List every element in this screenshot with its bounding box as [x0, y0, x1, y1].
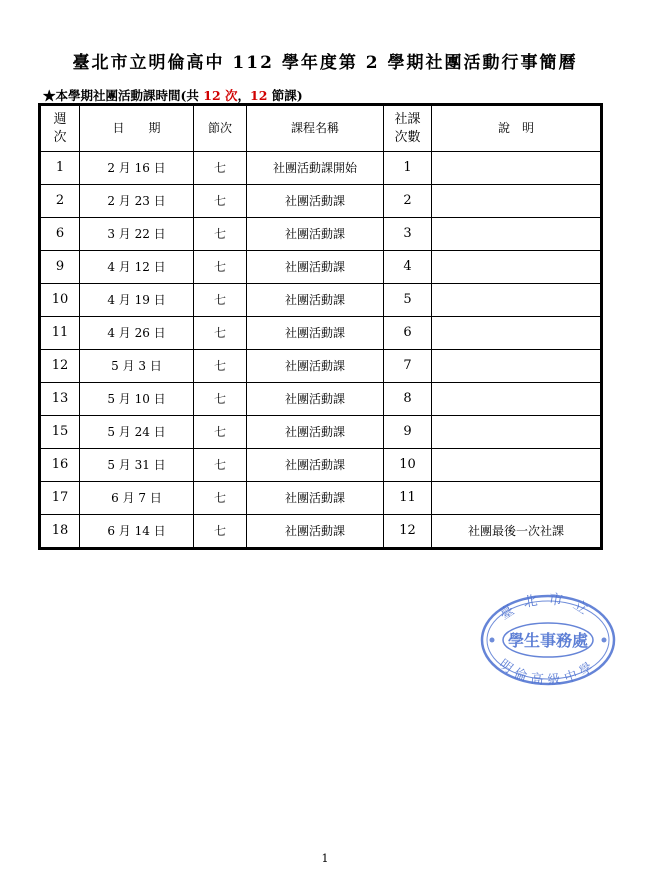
- cell-count: 3: [384, 218, 432, 251]
- header-week: [41, 106, 80, 152]
- cell-week: 18: [41, 515, 80, 548]
- cell-course: 社團活動課: [247, 185, 384, 218]
- cell-note: [432, 416, 601, 449]
- header-week-line1: 週: [53, 111, 67, 127]
- seal-center-text: 學生事務處: [507, 631, 589, 650]
- header-count-line1: 社課: [394, 111, 421, 127]
- cell-note: [432, 482, 601, 515]
- table-row: [41, 383, 601, 416]
- cell-count: 6: [384, 317, 432, 350]
- cell-date: 5 月 24 日: [80, 416, 194, 449]
- page-number: 1: [321, 852, 329, 865]
- cell-note: [432, 383, 601, 416]
- table-row: [41, 449, 601, 482]
- cell-course: 社團活動課: [247, 350, 384, 383]
- cell-period: 七: [194, 350, 247, 383]
- cell-course: 社團活動課: [247, 482, 384, 515]
- cell-note: [432, 350, 601, 383]
- cell-count: 12: [384, 515, 432, 548]
- cell-count: 11: [384, 482, 432, 515]
- cell-period: 七: [194, 482, 247, 515]
- cell-date: 3 月 22 日: [80, 218, 194, 251]
- cell-period: 七: [194, 383, 247, 416]
- cell-note: [432, 251, 601, 284]
- cell-count: 4: [384, 251, 432, 284]
- table-row: [41, 350, 601, 383]
- cell-course: 社團活動課: [247, 449, 384, 482]
- seal-icon: [478, 592, 618, 688]
- document-title: 臺北市立明倫高中 112 學年度第 2 學期社團活動行事簡曆: [72, 53, 578, 73]
- cell-count: 2: [384, 185, 432, 218]
- cell-course: 社團活動課: [247, 383, 384, 416]
- cell-period: 七: [194, 449, 247, 482]
- cell-course: 社團活動課: [247, 218, 384, 251]
- cell-course: 社團活動課開始: [247, 152, 384, 185]
- cell-count: 1: [384, 152, 432, 185]
- cell-course: 社團活動課: [247, 515, 384, 548]
- header-count: [384, 106, 432, 152]
- cell-date: 5 月 31 日: [80, 449, 194, 482]
- header-period: 節次: [194, 106, 247, 152]
- office-seal-stamp: [478, 592, 618, 688]
- table-row: [41, 185, 601, 218]
- cell-date: 2 月 23 日: [80, 185, 194, 218]
- summary-prefix: ★本學期社團活動課時間(共: [43, 88, 204, 103]
- header-week-line2: 次: [53, 129, 67, 145]
- cell-week: 11: [41, 317, 80, 350]
- cell-note: 社團最後一次社課: [432, 515, 601, 548]
- schedule-summary: [43, 86, 303, 104]
- cell-note: [432, 218, 601, 251]
- cell-note: [432, 152, 601, 185]
- cell-period: 七: [194, 185, 247, 218]
- cell-count: 8: [384, 383, 432, 416]
- cell-date: 4 月 26 日: [80, 317, 194, 350]
- cell-week: 13: [41, 383, 80, 416]
- table-row: [41, 482, 601, 515]
- table-row: [41, 515, 601, 548]
- cell-count: 9: [384, 416, 432, 449]
- cell-week: 10: [41, 284, 80, 317]
- cell-period: 七: [194, 251, 247, 284]
- table-row: [41, 152, 601, 185]
- cell-date: 2 月 16 日: [80, 152, 194, 185]
- cell-period: 七: [194, 317, 247, 350]
- cell-period: 七: [194, 416, 247, 449]
- summary-times: 12 次: [203, 88, 238, 103]
- cell-period: 七: [194, 152, 247, 185]
- seal-top-text: 臺北市立: [497, 592, 599, 624]
- cell-week: 15: [41, 416, 80, 449]
- header-course: 課程名稱: [247, 106, 384, 152]
- header-count-line2: 次數: [394, 129, 421, 145]
- cell-course: 社團活動課: [247, 251, 384, 284]
- cell-date: 4 月 19 日: [80, 284, 194, 317]
- cell-note: [432, 317, 601, 350]
- cell-count: 7: [384, 350, 432, 383]
- header-note: 說 明: [432, 106, 601, 152]
- schedule-table: [40, 105, 601, 548]
- cell-note: [432, 185, 601, 218]
- cell-week: 1: [41, 152, 80, 185]
- cell-count: 5: [384, 284, 432, 317]
- table-row: [41, 251, 601, 284]
- cell-date: 6 月 14 日: [80, 515, 194, 548]
- cell-date: 4 月 12 日: [80, 251, 194, 284]
- cell-course: 社團活動課: [247, 284, 384, 317]
- cell-week: 6: [41, 218, 80, 251]
- cell-week: 2: [41, 185, 80, 218]
- cell-period: 七: [194, 218, 247, 251]
- cell-date: 5 月 10 日: [80, 383, 194, 416]
- table-row: [41, 416, 601, 449]
- schedule-table-frame: [38, 103, 603, 550]
- table-header-row: [41, 106, 601, 152]
- table-row: [41, 317, 601, 350]
- cell-week: 12: [41, 350, 80, 383]
- cell-note: [432, 284, 601, 317]
- cell-note: [432, 449, 601, 482]
- cell-week: 16: [41, 449, 80, 482]
- header-date: 日 期: [80, 106, 194, 152]
- cell-course: 社團活動課: [247, 317, 384, 350]
- cell-period: 七: [194, 284, 247, 317]
- cell-week: 9: [41, 251, 80, 284]
- summary-suffix: 節課): [267, 88, 303, 103]
- cell-course: 社團活動課: [247, 416, 384, 449]
- cell-count: 10: [384, 449, 432, 482]
- summary-sep: ，: [237, 88, 251, 103]
- table-row: [41, 218, 601, 251]
- svg-text:明倫高級中學: [496, 657, 600, 688]
- summary-periods: 12: [250, 88, 268, 103]
- seal-bottom-text: 明倫高級中學: [495, 656, 601, 688]
- table-row: [41, 284, 601, 317]
- cell-week: 17: [41, 482, 80, 515]
- cell-date: 6 月 7 日: [80, 482, 194, 515]
- cell-period: 七: [194, 515, 247, 548]
- cell-date: 5 月 3 日: [80, 350, 194, 383]
